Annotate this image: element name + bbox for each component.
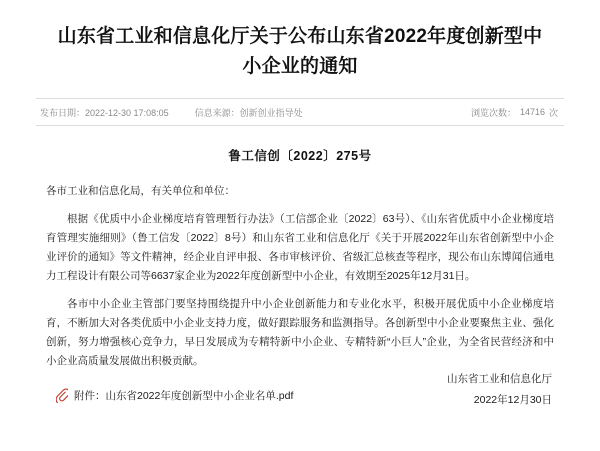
document-meta-bar <box>36 98 564 126</box>
views-label: 浏览次数： <box>470 107 516 118</box>
paperclip-icon <box>56 388 68 403</box>
paragraph-salutation: 各市工业和信息化局，有关单位和单位： <box>46 185 235 197</box>
views-value: 14716 <box>519 107 545 117</box>
attachment-filename[interactable]: 山东省2022年度创新型中小企业名单.pdf <box>105 390 294 402</box>
publish-date-value: 2022-12-30 17:08:05 <box>85 107 169 118</box>
meta-right-group <box>471 106 564 119</box>
document-number: 鲁工信创〔2022〕275号 <box>228 149 372 163</box>
source-value: 创新创业指导处 <box>239 107 303 118</box>
signature-organization: 山东省工业和信息化厅 <box>447 373 552 385</box>
source <box>195 106 303 119</box>
views-unit: 次 <box>548 107 558 118</box>
publish-date <box>40 106 169 119</box>
document-body <box>36 182 564 371</box>
signature-date: 2022年12月30日 <box>473 394 552 406</box>
paragraph-requirements: 各市中小企业主管部门要坚持围绕提升中小企业创新能力和专业化水平，积极开展优质中小企业梯度培育，不断加大对各类优质中小企业支持力度，做好跟踪服务和监测指导。各创新型中小企业要聚焦主业、强化创新，努力增强核心竞争力，早日发展成为专精特新中小企业、专精特新“小巨人”企业，为全省民营经济和中小企业高质量发展做出积极贡献。 <box>46 298 554 367</box>
signature-block <box>447 369 552 411</box>
paragraph-basis: 根据《优质中小企业梯度培育管理暂行办法》（工信部企业〔2022〕63号）、《山东省优质中小企业梯度培育管理实施细则》（鲁工信发〔2022〕8号）和山东省工业和信息化厅《关于开展2022年山东省创新型中小企业评价的通知》等文件精神，经企业自评申报、各市审核评价、省级汇总核查等程序，现公布山东博闻信通电力工程设计有限公司等6637家企业为2022年度创新型中小企业，有效期至2025年12月31日。 <box>46 213 554 282</box>
page-title: 山东省工业和信息化厅关于公布山东省2022年度创新型中小企业的通知 <box>57 26 543 77</box>
attachment-label: 附件： <box>74 390 106 402</box>
publish-date-label: 发布日期： <box>40 107 86 118</box>
meta-left-group <box>36 106 303 119</box>
source-label: 信息来源： <box>194 107 240 118</box>
